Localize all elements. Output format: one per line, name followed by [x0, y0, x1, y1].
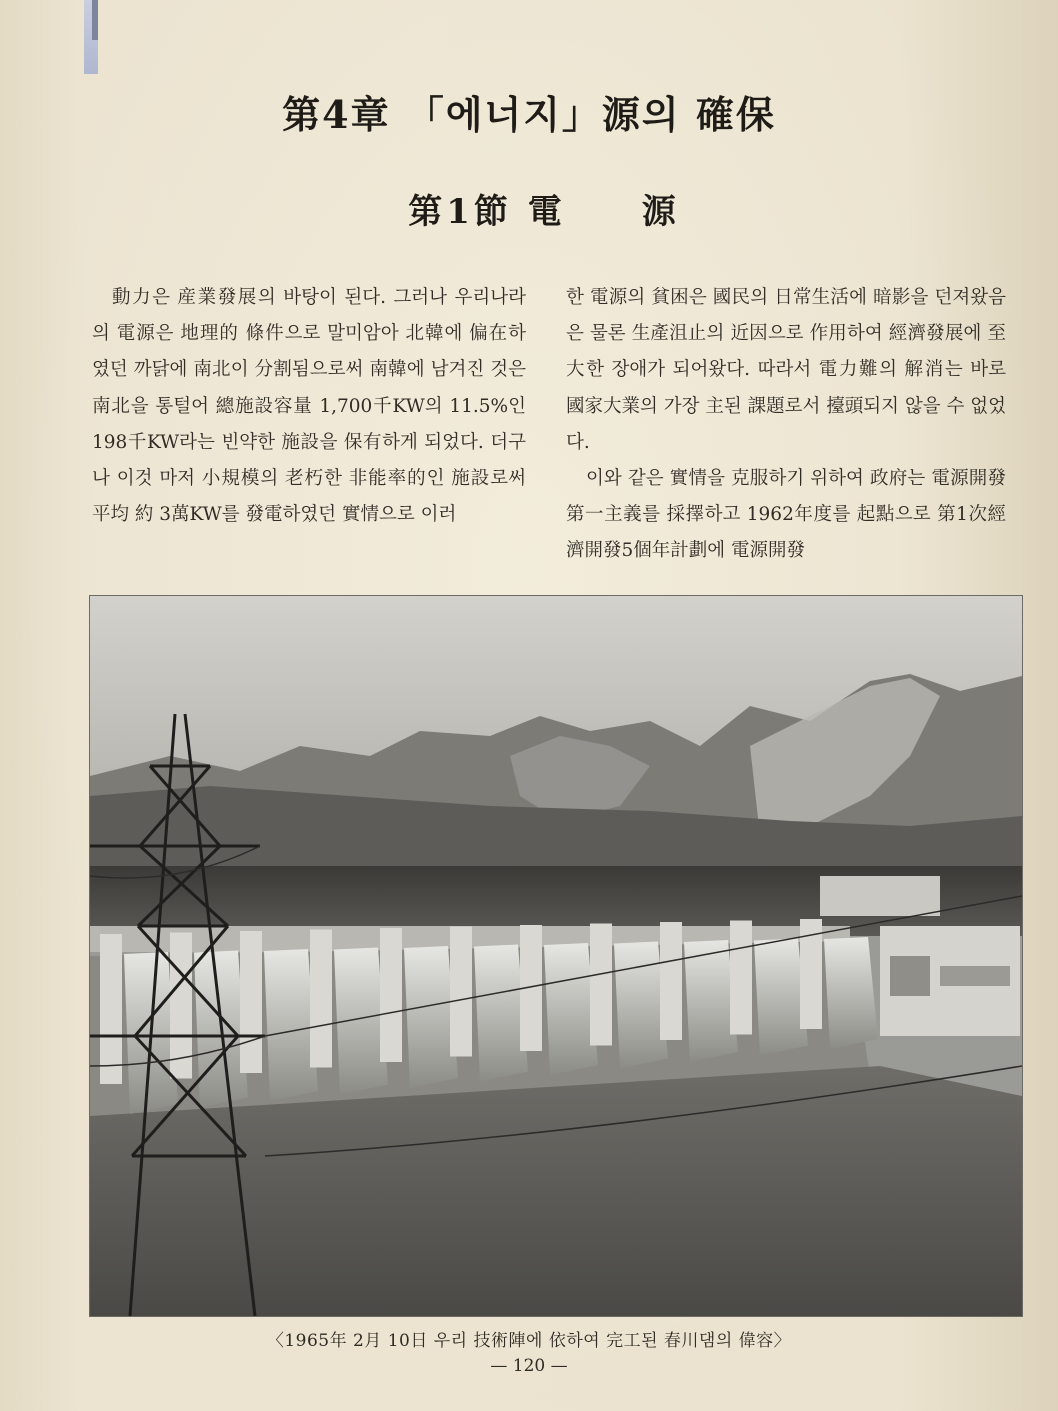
page-number: — 120 —	[490, 1356, 568, 1376]
dam-pier	[100, 934, 122, 1084]
page-tab-marker-inner	[92, 0, 98, 40]
dam-pier	[660, 922, 682, 1040]
chapter-title: 第4章 「에너지」源의 確保	[282, 92, 776, 137]
section-title: 第1節 電 源	[408, 192, 680, 232]
right-text-column	[566, 280, 1006, 570]
spillway-water	[824, 937, 878, 1049]
dam-pier	[310, 930, 332, 1068]
left-paragraph: 動力은 産業發展의 바탕이 된다. 그러나 우리나라의 電源은 地理的 條件으로 말미암아 北韓에 偏在하였던 까닭에 南北이 分割됨으로써 南韓에 남겨진 것은 南北을 통털어 總施設容量 1,700千KW의 11.5%인 198千KW라는 빈약한 施設을 保有하게 되었다. 더구나 이것 마저 小規模의 老朽한 非能率的인 施設로써 平均 約 3萬KW를 發電하였던 實情으로 이러	[92, 287, 526, 526]
right-paragraph-2: 이와 같은 實情을 克服하기 위하여 政府는 電源開發 第一主義를 採擇하고 1962年度를 起點으로 第1次經濟開發5個年計劃에 電源開發	[566, 468, 1006, 562]
dam-pier	[730, 921, 752, 1035]
left-text-column	[92, 280, 526, 533]
right-paragraph-continued: 한 電源의 貧困은 國民의 日常生活에 暗影을 던져왔음은 물론 生產沮止의 近因으로 作用하여 經濟發展에 至大한 장애가 되어왔다. 따라서 電力難의 解消는 바로 國家大業의 가장 主된 課題로서 擡頭되지 않을 수 없었다.	[566, 287, 1006, 453]
dam-photograph	[90, 596, 1022, 1316]
dam-photograph-image	[90, 596, 1022, 1316]
dam-pier	[590, 924, 612, 1046]
dam-pier	[380, 928, 402, 1062]
dam-pier	[450, 927, 472, 1057]
photo-caption: 〈1965年 2月 10日 우리 技術陣에 依하여 完工된 春川댐의 偉容〉	[266, 1331, 792, 1351]
dam-pier	[240, 931, 262, 1073]
